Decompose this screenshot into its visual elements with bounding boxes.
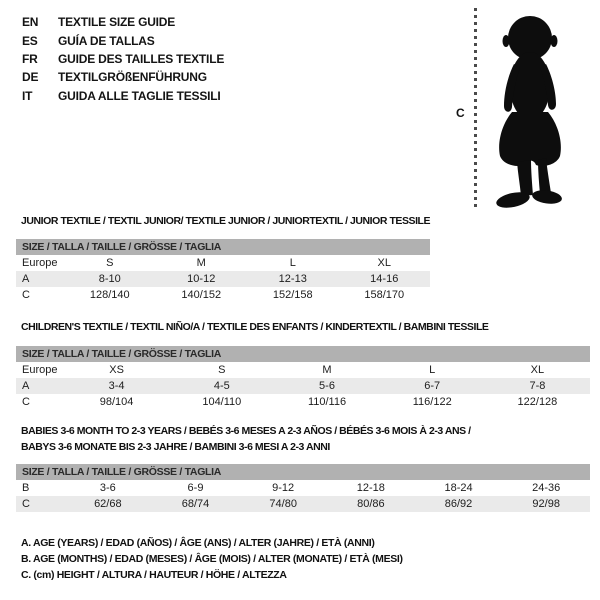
size-cell: S [106, 257, 114, 269]
size-cell: 116/122 [412, 396, 452, 408]
children-table-title: CHILDREN'S TEXTILE / TEXTIL NIÑO/A / TEXTILE DES ENFANTS / KINDERTEXTIL / BAMBINI TESSILE [21, 321, 489, 333]
language-code: EN [22, 15, 39, 30]
size-cell: 68/74 [181, 498, 210, 510]
table-row [16, 287, 430, 303]
size-cell: 74/80 [269, 498, 297, 510]
language-label: GUIDE DES TAILLES TEXTILE [58, 51, 225, 66]
table-row [16, 362, 590, 378]
toddler-silhouette-icon [483, 8, 578, 210]
language-label: TEXTILE SIZE GUIDE [58, 15, 176, 30]
row-label: A [22, 380, 30, 392]
legend-line-c: C. (cm) HEIGHT / ALTURA / HAUTEUR / HÖHE / ALTEZZA [21, 568, 287, 581]
language-label: TEXTILGRÖßENFÜHRUNG [58, 70, 207, 85]
table-header-band: SIZE / TALLA / TAILLE / GRÖSSE / TAGLIA [16, 346, 590, 362]
size-cell: 3-6 [99, 482, 116, 494]
size-cell: S [218, 364, 226, 376]
language-label: GUIDA ALLE TAGLIE TESSILI [58, 88, 221, 103]
table-row [16, 378, 590, 394]
height-dotted-line [474, 8, 477, 208]
size-cell: 86/92 [444, 498, 473, 510]
size-cell: 24-36 [532, 482, 561, 494]
row-label: C [22, 289, 30, 301]
size-cell: XL [377, 257, 391, 269]
language-label: GUÍA DE TALLAS [58, 33, 155, 48]
row-label: Europe [22, 257, 58, 269]
size-cell: M [196, 257, 206, 269]
language-code: IT [22, 88, 33, 103]
row-label: B [22, 482, 30, 494]
language-code: DE [22, 70, 39, 85]
measure-legend [21, 536, 403, 583]
language-row-en [22, 13, 224, 31]
size-cell: L [289, 257, 296, 269]
row-label: A [22, 273, 30, 285]
language-row-it [22, 87, 224, 105]
size-cell: 98/104 [99, 396, 134, 408]
size-cell: 7-8 [529, 380, 546, 392]
row-label: C [22, 396, 30, 408]
size-cell: 158/170 [364, 289, 405, 301]
junior-size-table [16, 239, 430, 303]
size-cell: XL [530, 364, 545, 376]
table-row [16, 480, 590, 496]
size-cell: 10-12 [187, 273, 216, 285]
size-cell: 104/110 [202, 396, 242, 408]
children-size-table [16, 346, 590, 410]
size-cell: 18-24 [444, 482, 473, 494]
junior-table-title: JUNIOR TEXTILE / TEXTIL JUNIOR/ TEXTILE JUNIOR / JUNIORTEXTIL / JUNIOR TESSILE [21, 215, 431, 227]
row-label: C [22, 498, 30, 510]
language-code: FR [22, 51, 38, 66]
size-cell: L [429, 364, 436, 376]
babies-size-table [16, 464, 590, 512]
size-cell: 122/128 [517, 396, 558, 408]
size-cell: 12-13 [278, 273, 307, 285]
size-cell: 6-9 [187, 482, 204, 494]
size-cell: 62/68 [94, 498, 122, 510]
table-header-band: SIZE / TALLA / TAILLE / GRÖSSE / TAGLIA [16, 239, 430, 255]
size-cell: XS [109, 364, 124, 376]
size-cell: 110/116 [307, 396, 347, 408]
language-code: ES [22, 33, 38, 48]
babies-table-title: BABIES 3-6 MONTH TO 2-3 YEARS / BEBÉS 3-6 MESES A 2-3 AÑOS / BÉBÉS 3-6 MOIS À 2-3 ANS / BABYS 3-6 MONATE BIS 2-3 JAHRE / BAMBINI 3-6 MESI A 2-3 ANNI [21, 425, 471, 453]
language-row-es [22, 31, 224, 49]
table-row [16, 255, 430, 271]
size-cell: 92/98 [532, 498, 560, 510]
table-row [16, 496, 590, 512]
size-cell: 5-6 [319, 380, 335, 392]
language-row-fr [22, 50, 224, 68]
size-cell: 152/158 [272, 289, 313, 301]
table-row [16, 271, 430, 287]
height-measure-label: C [456, 106, 465, 120]
size-cell: 6-7 [424, 380, 441, 392]
legend-line-b: B. AGE (MONTHS) / EDAD (MESES) / ÂGE (MOIS) / ALTER (MONATE) / ETÀ (MESI) [21, 552, 403, 565]
language-row-de [22, 68, 224, 86]
legend-line-a: A. AGE (YEARS) / EDAD (AÑOS) / ÂGE (ANS) / ALTER (JAHRE) / ETÀ (ANNI) [21, 537, 375, 549]
row-label: Europe [22, 364, 58, 376]
size-cell: 80/86 [357, 498, 385, 510]
size-cell: 9-12 [272, 482, 295, 494]
size-cell: M [322, 364, 332, 376]
size-cell: 14-16 [370, 273, 399, 285]
size-cell: 3-4 [108, 380, 125, 392]
size-cell: 12-18 [356, 482, 385, 494]
size-cell: 140/152 [181, 289, 222, 301]
size-cell: 4-5 [213, 380, 230, 392]
language-header [22, 13, 224, 105]
size-cell: 128/140 [89, 289, 130, 301]
size-cell: 8-10 [98, 273, 121, 285]
table-header-band: SIZE / TALLA / TAILLE / GRÖSSE / TAGLIA [16, 464, 590, 480]
table-row [16, 394, 590, 410]
